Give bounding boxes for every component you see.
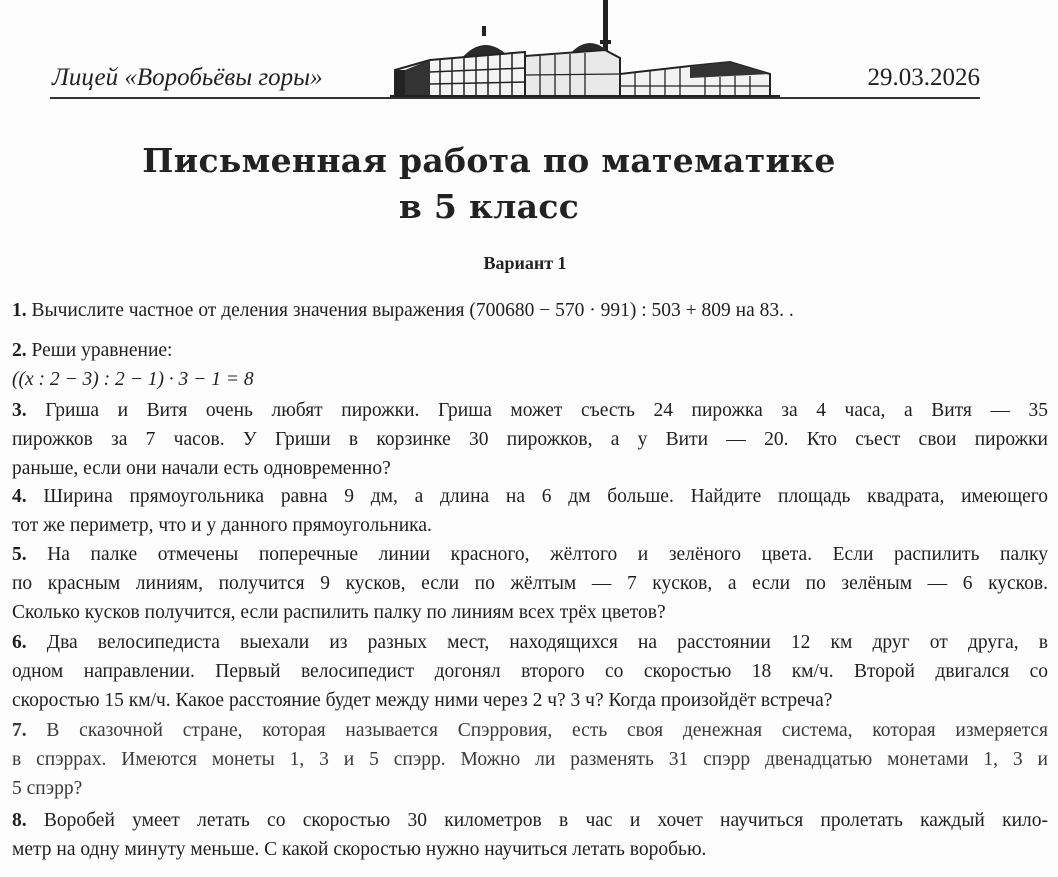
problem-text: скоростью 15 км/ч. Какое расстояние будет между ними через 2 ч? 3 ч? Когда произойдёт встреча? xyxy=(12,690,833,711)
problem-text: метр на одну минуту меньше. С какой скоростью нужно научиться летать воробью. xyxy=(12,839,707,860)
problem-text: одном направлении. Первый велосипедист догонял второго со скоростью 18 км/ч. Второй двигался со xyxy=(12,661,1048,682)
problem-text: Реши уравнение: xyxy=(31,340,173,361)
title-line-1: Письменная работа по математике xyxy=(142,141,836,180)
problem-number: 5. xyxy=(12,544,27,565)
problem-number: 8. xyxy=(12,810,27,831)
problem-text: Гриша и Витя очень любят пирожки. Гриша может съесть 24 пирожка за 4 часа, а Витя — 35 xyxy=(45,400,1049,421)
problem-text: по красным линиям, получится 9 кусков, если по жёлтым — 7 кусков, а если по зелёным — 6 кусков. xyxy=(12,573,1048,594)
problem-4 xyxy=(12,482,1048,540)
problem-text: В сказочной стране, которая называется Спэрровия, есть своя денежная система, которая измеряется xyxy=(46,720,1049,741)
problem-3 xyxy=(12,396,1048,483)
page-header xyxy=(50,0,980,104)
problem-text: На палке отмечены поперечные линии красного, жёлтого и зелёного цвета. Если распилить палку xyxy=(47,544,1048,565)
problem-number: 1. xyxy=(12,300,27,321)
problem-text: Сколько кусков получится, если распилить палку по линиям всех трёх цветов? xyxy=(12,602,666,623)
problem-text: пирожков за 7 часов. У Гриши в корзинке 30 пирожков, а у Вити — 20. Кто съест свои пирожки xyxy=(12,429,1048,450)
problem-text: Ширина прямоугольника равна 9 дм, а длина на 6 дм больше. Найдите площадь квадрата, имеющего xyxy=(43,486,1049,507)
problem-number: 7. xyxy=(12,720,27,741)
page-title xyxy=(0,138,978,230)
title-line-2: в 5 класс xyxy=(398,187,580,226)
problem-number: 2. xyxy=(12,340,27,361)
header-divider xyxy=(50,97,980,99)
problem-text: 5 спэрр? xyxy=(12,778,83,799)
problem-1 xyxy=(12,296,1048,325)
problem-6 xyxy=(12,628,1048,715)
problem-text: в спэррах. Имеются монеты 1, 3 и 5 спэрр. Можно ли разменять 31 спэрр двенадцатью монетами 1, 3 и xyxy=(12,749,1048,770)
problem-7 xyxy=(12,716,1048,803)
equation: ((x : 2 − 3) : 2 − 1) · 3 − 1 = 8 xyxy=(12,369,254,390)
problem-text: Вычислите частное от деления значения выражения (700680 − 570 · 991) : 503 + 809 на 83. . xyxy=(31,300,794,321)
problem-8 xyxy=(12,806,1048,864)
problem-5 xyxy=(12,540,1048,627)
problem-2 xyxy=(12,336,1048,394)
school-building-icon xyxy=(390,0,780,99)
school-name: Лицей «Воробьёвы горы» xyxy=(52,64,323,91)
variant-label: Вариант 1 xyxy=(483,253,567,273)
problem-text: тот же периметр, что и у данного прямоугольника. xyxy=(12,515,432,536)
problem-text: Два велосипедиста выехали из разных мест, находящихся на расстоянии 12 км друг от друга, в xyxy=(46,632,1048,653)
problem-number: 4. xyxy=(12,486,27,507)
problem-text: Воробей умеет летать со скоростью 30 километров в час и хочет научиться пролетать каждый кило- xyxy=(43,810,1049,831)
problem-text: раньше, если они начали есть одновременно? xyxy=(12,458,391,479)
header-date: 29.03.2026 xyxy=(867,64,980,91)
problem-number: 6. xyxy=(12,632,27,653)
problem-number: 3. xyxy=(12,400,27,421)
